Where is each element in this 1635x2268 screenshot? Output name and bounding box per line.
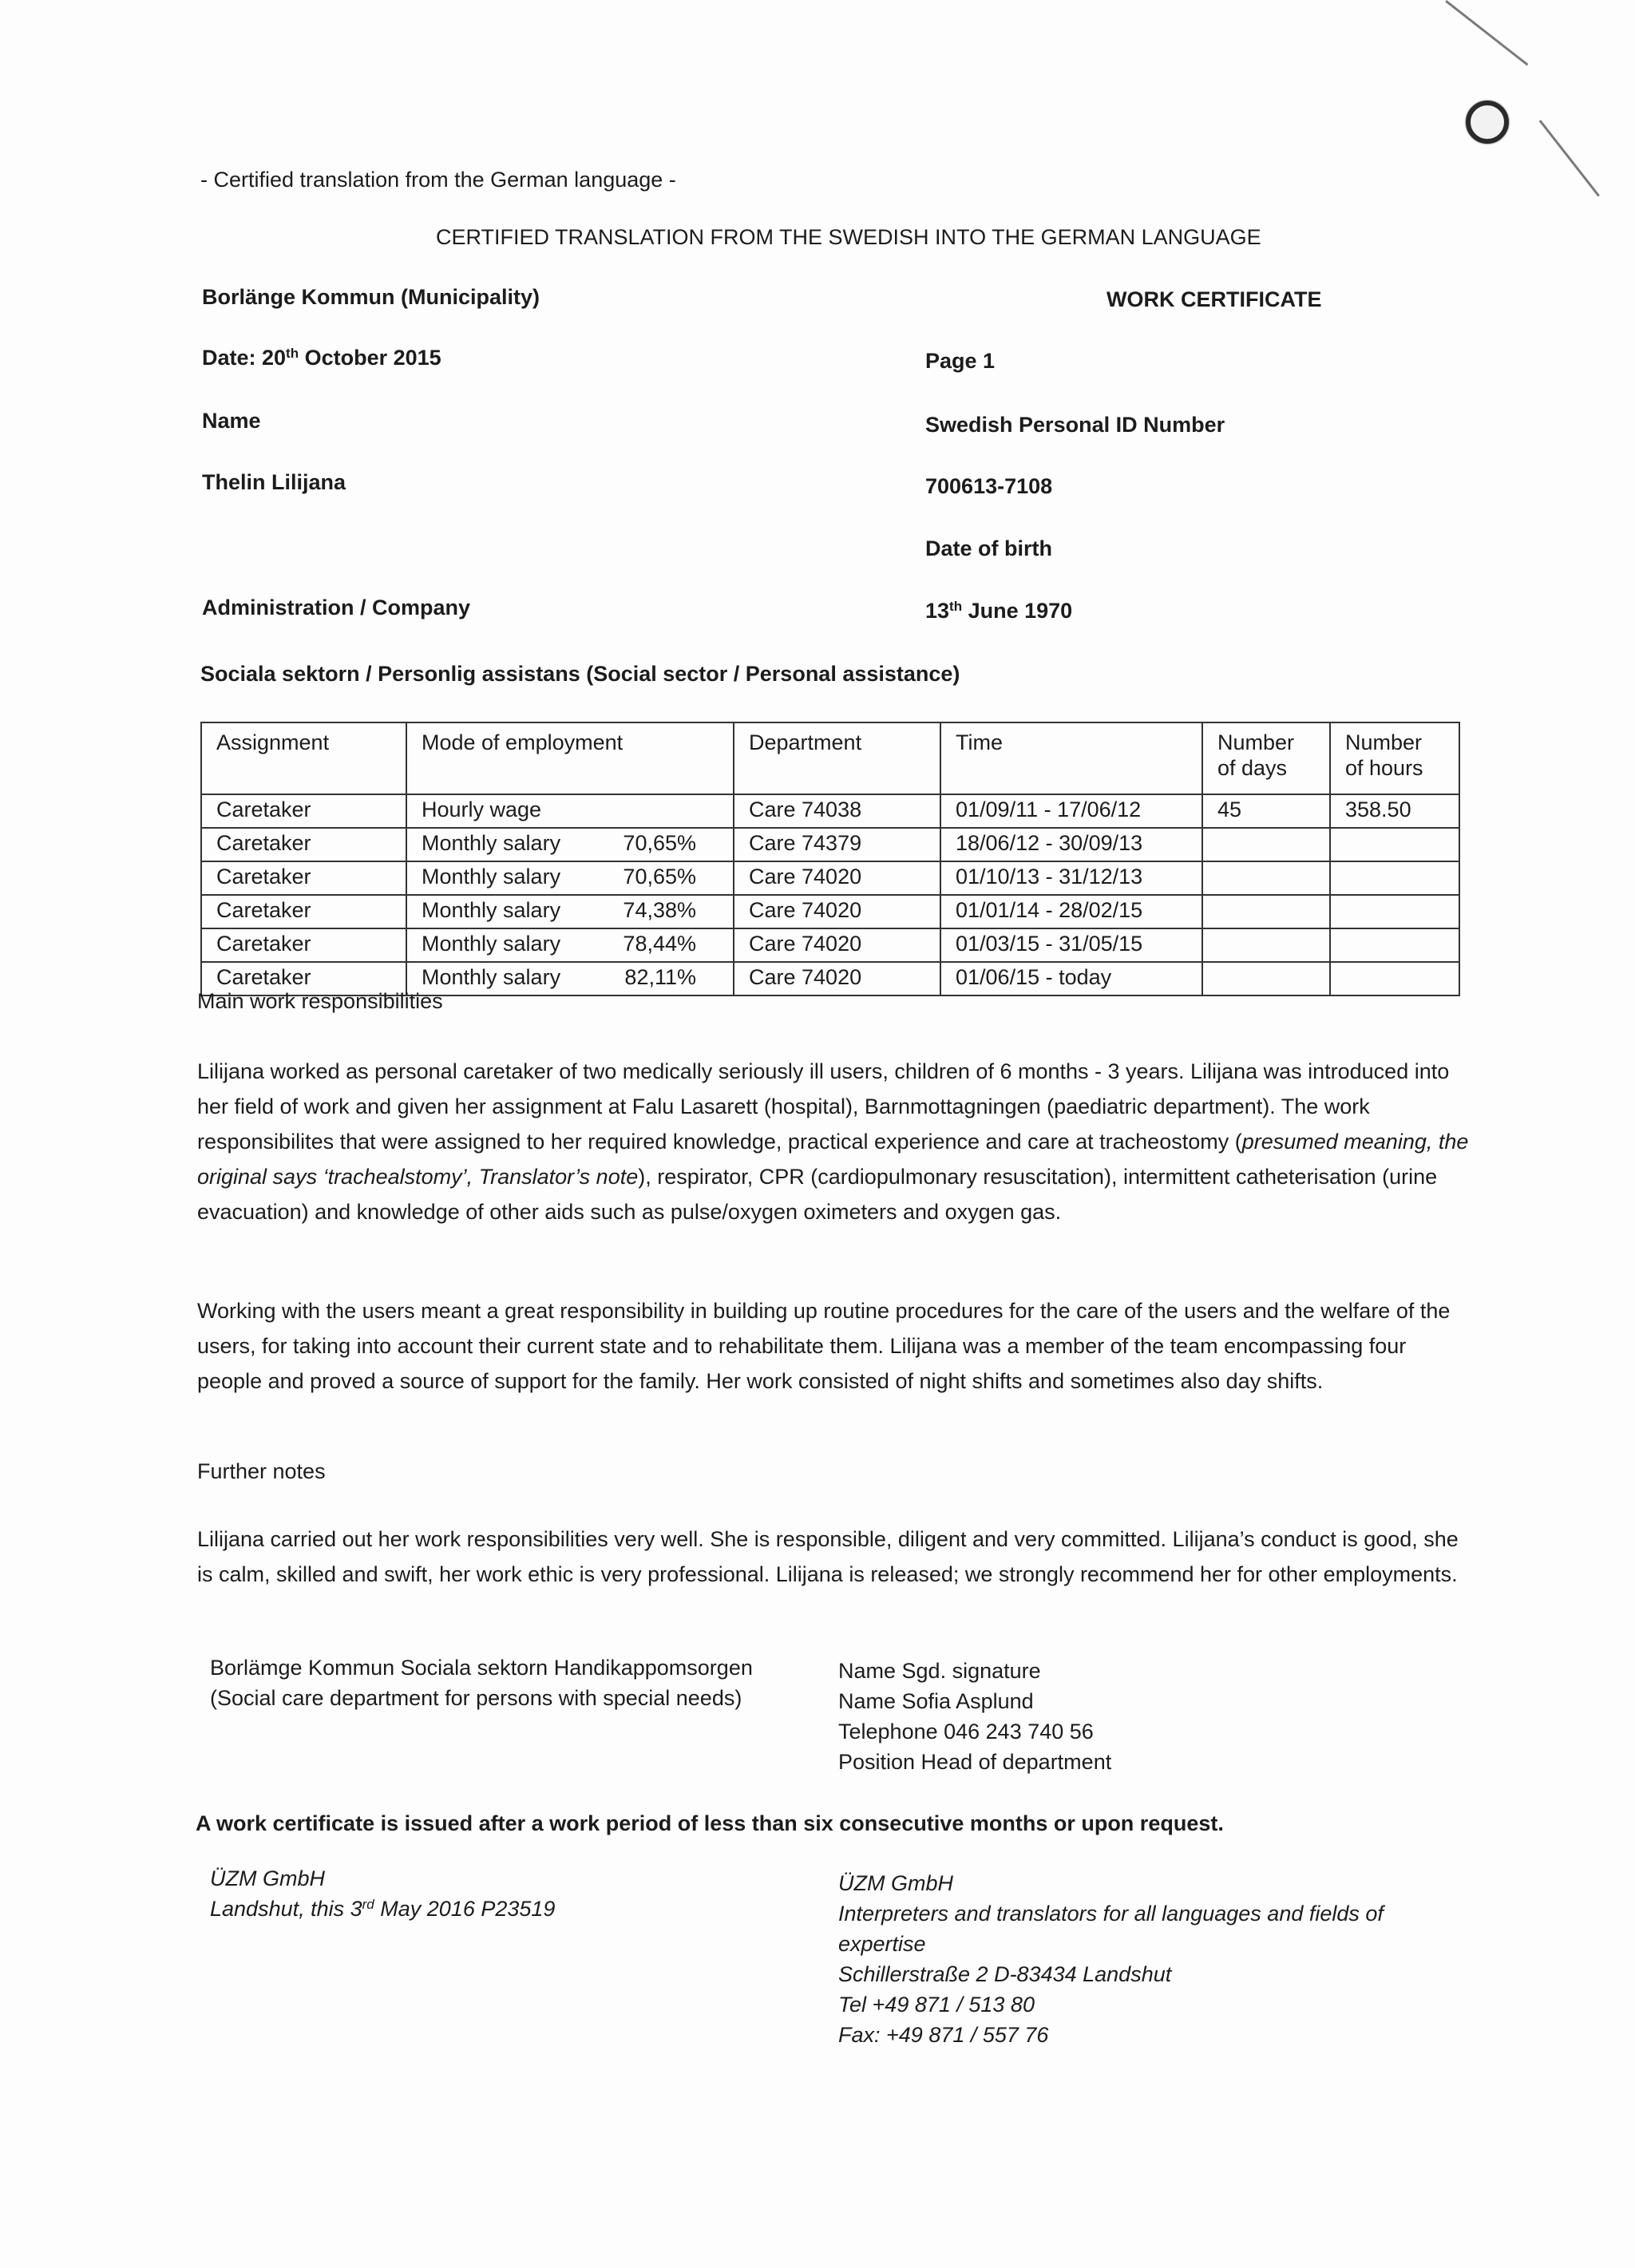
cell-hours bbox=[1330, 861, 1459, 895]
issue-date: Date: 20th October 2015 bbox=[202, 346, 441, 370]
footer-right-company: ÜZM GmbH bbox=[838, 1871, 953, 1895]
cell-assignment: Caretaker bbox=[201, 962, 406, 995]
signature-line: Name Sgd. signature bbox=[838, 1659, 1041, 1683]
fold-line-upper bbox=[1445, 0, 1528, 65]
punch-hole-icon bbox=[1466, 101, 1509, 144]
header-mode: Mode of employment bbox=[406, 722, 734, 794]
cell-time: 01/09/11 - 17/06/12 bbox=[940, 794, 1202, 828]
table-header-row bbox=[201, 722, 1459, 794]
cell-days bbox=[1202, 895, 1330, 928]
cell-time: 01/01/14 - 28/02/15 bbox=[940, 895, 1202, 928]
paragraph-work-description: Working with the users meant a great responsibility in building up routine procedures for the care of the users and the welfare of the users, for taking into account their current state and to rehabilitate them. Lilijana was a member of the team encompassing four people and proved a source of support for the family. Her work consisted of night shifts and sometimes also day shifts. bbox=[197, 1299, 1451, 1393]
id-value: 700613-7108 bbox=[925, 474, 1053, 498]
cell-mode: Hourly wage bbox=[406, 794, 734, 828]
cell-time: 01/10/13 - 31/12/13 bbox=[940, 861, 1202, 895]
further-notes-heading: Further notes bbox=[197, 1459, 326, 1483]
cell-hours bbox=[1330, 895, 1459, 928]
employment-table bbox=[200, 722, 1460, 996]
cell-days: 45 bbox=[1202, 794, 1330, 828]
issuance-notice: A work certificate is issued after a work period of less than six consecutive months or upon request. bbox=[196, 1811, 1224, 1835]
footer-right: ÜZM GmbH Interpreters and translators for all languages and fields of expertise Schillerstraße 2 D-83434 Landshut Tel +49 871 / 513 80 Fax: +49 871 / 557 76 bbox=[838, 1868, 1384, 2050]
page-number: Page 1 bbox=[925, 349, 996, 373]
cell-time: 01/06/15 - today bbox=[940, 962, 1202, 995]
paragraph-evaluation: Lilijana carried out her work responsibilities very well. She is responsible, diligent and very committed. Lilijana’s conduct is good, she is calm, skilled and swift, her work ethic is very professional. Lilijana is released; we strongly recommend her for other employments. bbox=[197, 1527, 1459, 1586]
dob-value: 13th June 1970 bbox=[925, 599, 1073, 623]
signatory-telephone: Telephone 046 243 740 56 bbox=[838, 1720, 1094, 1744]
cell-department: Care 74020 bbox=[734, 861, 940, 895]
signatory-details bbox=[838, 1656, 1111, 1777]
footer-fax: Fax: +49 871 / 557 76 bbox=[838, 2023, 1049, 2047]
cell-department: Care 74379 bbox=[734, 828, 940, 861]
table-row bbox=[201, 828, 1459, 861]
table-row bbox=[201, 794, 1459, 828]
cell-mode: Monthly salary 70,65% bbox=[406, 828, 734, 861]
header-department: Department bbox=[734, 722, 940, 794]
main-title: CERTIFIED TRANSLATION FROM THE SWEDISH INTO THE GERMAN LANGUAGE bbox=[436, 225, 1261, 249]
dob-label: Date of birth bbox=[925, 536, 1052, 560]
name-label: Name bbox=[202, 409, 261, 433]
paragraph-responsibilities: Lilijana worked as personal caretaker of two medically seriously ill users, children of 6 months - 3 years. Lilijana was introduced into her field of work and given her assignment at Falu Lasarett (hospital), Barnmottagningen (paediatric department). The work responsibilites that were assigned to her required knowledge, practical experience and care at tracheostomy (presumed meaning, the original says ‘trachealstomy’, Translator’s note), respirator, CPR (cardiopulmonary resuscitation), intermittent catheterisation (urine evacuation) and knowledge of other aids such as pulse/oxygen oximeters and oxygen gas. bbox=[197, 1059, 1469, 1224]
name-value: Thelin Lilijana bbox=[202, 470, 346, 494]
signatory-position: Position Head of department bbox=[838, 1750, 1112, 1774]
header-hours: Number of hours bbox=[1330, 722, 1459, 794]
cell-hours bbox=[1330, 928, 1459, 962]
footer-left bbox=[210, 1863, 555, 1924]
doc-type: WORK CERTIFICATE bbox=[1106, 287, 1322, 311]
admin-label: Administration / Company bbox=[202, 596, 471, 619]
table-row bbox=[201, 928, 1459, 962]
footer-telephone: Tel +49 871 / 513 80 bbox=[838, 1993, 1035, 2017]
cell-hours bbox=[1330, 962, 1459, 995]
employer: Borlänge Kommun (Municipality) bbox=[202, 285, 540, 309]
cell-hours bbox=[1330, 828, 1459, 861]
cell-assignment: Caretaker bbox=[201, 828, 406, 861]
footer-address: Schillerstraße 2 D-83434 Landshut bbox=[838, 1962, 1172, 1986]
cell-mode: Monthly salary 78,44% bbox=[406, 928, 734, 962]
cell-assignment: Caretaker bbox=[201, 861, 406, 895]
cell-department: Care 74020 bbox=[734, 928, 940, 962]
cell-days bbox=[1202, 928, 1330, 962]
footer-left-company: ÜZM GmbH bbox=[210, 1866, 325, 1890]
main-responsibilities-heading: Main work responsibilities bbox=[197, 989, 443, 1013]
cell-assignment: Caretaker bbox=[201, 928, 406, 962]
cell-assignment: Caretaker bbox=[201, 794, 406, 828]
cell-hours: 358.50 bbox=[1330, 794, 1459, 828]
issuing-organization: Borlämge Kommun Sociala sektorn Handikappomsorgen (Social care department for persons with special needs) bbox=[210, 1656, 753, 1710]
cell-days bbox=[1202, 962, 1330, 995]
cell-department: Care 74020 bbox=[734, 962, 940, 995]
translator-note: presumed meaning, the original says ‘trachealstomy’, Translator’s note bbox=[197, 1130, 1469, 1189]
footer-left-place: Landshut, this 3rd May 2016 P23519 bbox=[210, 1897, 556, 1921]
table-row bbox=[201, 861, 1459, 895]
cell-mode: Monthly salary 70,65% bbox=[406, 861, 734, 895]
cell-mode: Monthly salary 82,11% bbox=[406, 962, 734, 995]
cell-time: 18/06/12 - 30/09/13 bbox=[940, 828, 1202, 861]
header-days: Number of days bbox=[1202, 722, 1330, 794]
cell-department: Care 74038 bbox=[734, 794, 940, 828]
fold-line-lower bbox=[1539, 120, 1600, 196]
cell-mode: Monthly salary 74,38% bbox=[406, 895, 734, 928]
header-assignment: Assignment bbox=[201, 722, 406, 794]
cell-days bbox=[1202, 861, 1330, 895]
header-time: Time bbox=[940, 722, 1202, 794]
cell-department: Care 74020 bbox=[734, 895, 940, 928]
signatory-name: Name Sofia Asplund bbox=[838, 1689, 1034, 1713]
sector: Sociala sektorn / Personlig assistans (Social sector / Personal assistance) bbox=[200, 662, 960, 686]
certified-note: - Certified translation from the German language - bbox=[200, 168, 676, 192]
cell-time: 01/03/15 - 31/05/15 bbox=[940, 928, 1202, 962]
cell-assignment: Caretaker bbox=[201, 895, 406, 928]
id-label: Swedish Personal ID Number bbox=[925, 413, 1225, 437]
table-row bbox=[201, 895, 1459, 928]
cell-days bbox=[1202, 828, 1330, 861]
